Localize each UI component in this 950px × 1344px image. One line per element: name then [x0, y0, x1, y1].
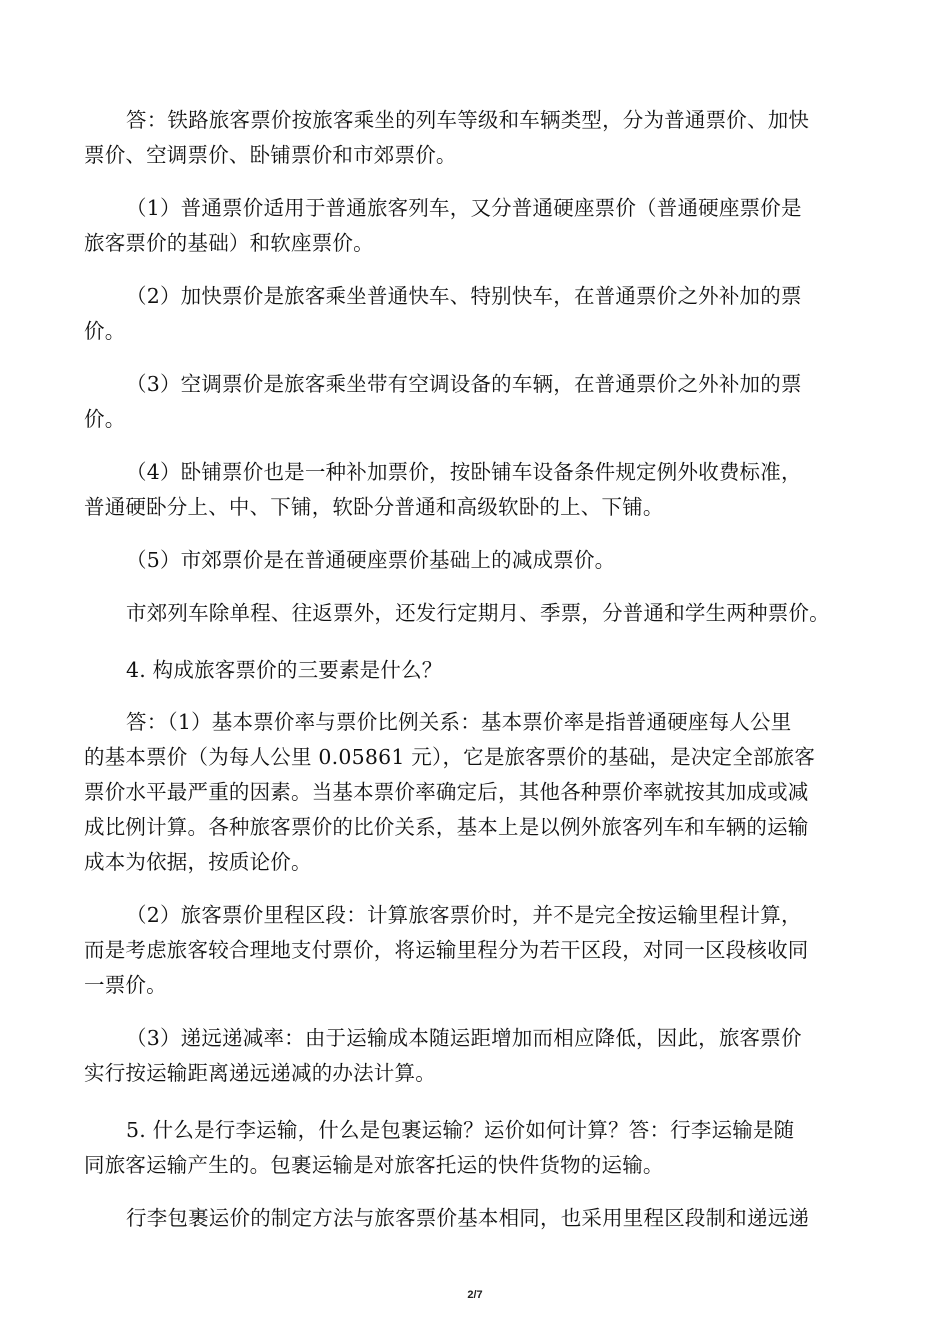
text-line: 答：（1）基本票价率与票价比例关系：基本票价率是指普通硬座每人公里	[126, 710, 792, 734]
page-number: 2/7	[467, 1289, 483, 1301]
text-line: 实行按运输距离递远递减的办法计算。	[84, 1061, 436, 1085]
text-line: 而是考虑旅客较合理地支付票价，将运输里程分为若干区段，对同一区段核收同	[84, 938, 809, 962]
text-line: （3）递远递减率：由于运输成本随运距增加而相应降低，因此，旅客票价	[126, 1026, 802, 1050]
text-line: 市郊列车除单程、往返票外，还发行定期月、季票，分普通和学生两种票价。	[126, 601, 830, 625]
text-line: 同旅客运输产生的。包裹运输是对旅客托运的快件货物的运输。	[84, 1153, 664, 1177]
text-line: 普通硬卧分上、中、下铺，软卧分普通和高级软卧的上、下铺。	[84, 495, 664, 519]
section-heading: 4. 构成旅客票价的三要素是什么？	[126, 658, 443, 682]
text-line: 的基本票价（为每人公里 0.05861 元），它是旅客票价的基础，是决定全部旅客	[84, 745, 816, 769]
text-line: （2）旅客票价里程区段：计算旅客票价时，并不是完全按运输里程计算，	[126, 903, 802, 927]
text-line: 价。	[84, 319, 126, 343]
text-line: 票价水平最严重的因素。当基本票价率确定后，其他各种票价率就按其加成或减	[84, 780, 809, 804]
text-line: 价。	[84, 407, 126, 431]
text-line: 票价、空调票价、卧铺票价和市郊票价。	[84, 143, 457, 167]
text-line: 一票价。	[84, 973, 167, 997]
text-line: （5）市郊票价是在普通硬座票价基础上的减成票价。	[126, 548, 616, 572]
text-line: （1）普通票价适用于普通旅客列车，又分普通硬座票价（普通硬座票价是	[126, 196, 802, 220]
text-line: 旅客票价的基础）和软座票价。	[84, 231, 374, 255]
text-line: （4）卧铺票价也是一种补加票价，按卧铺车设备条件规定例外收费标准，	[126, 460, 802, 484]
text-line: 答：铁路旅客票价按旅客乘坐的列车等级和车辆类型，分为普通票价、加快	[126, 108, 810, 132]
text-line: 行李包裹运价的制定方法与旅客票价基本相同，也采用里程区段制和递远递	[126, 1206, 810, 1230]
section-heading: 5. 什么是行李运输，什么是包裹运输？运价如何计算？答：行李运输是随	[126, 1118, 795, 1142]
text-line: 成比例计算。各种旅客票价的比价关系，基本上是以例外旅客列车和车辆的运输	[84, 815, 809, 839]
text-line: 成本为依据，按质论价。	[84, 850, 312, 874]
text-line: （3）空调票价是旅客乘坐带有空调设备的车辆，在普通票价之外补加的票	[126, 372, 802, 396]
text-line: （2）加快票价是旅客乘坐普通快车、特别快车，在普通票价之外补加的票	[126, 284, 802, 308]
